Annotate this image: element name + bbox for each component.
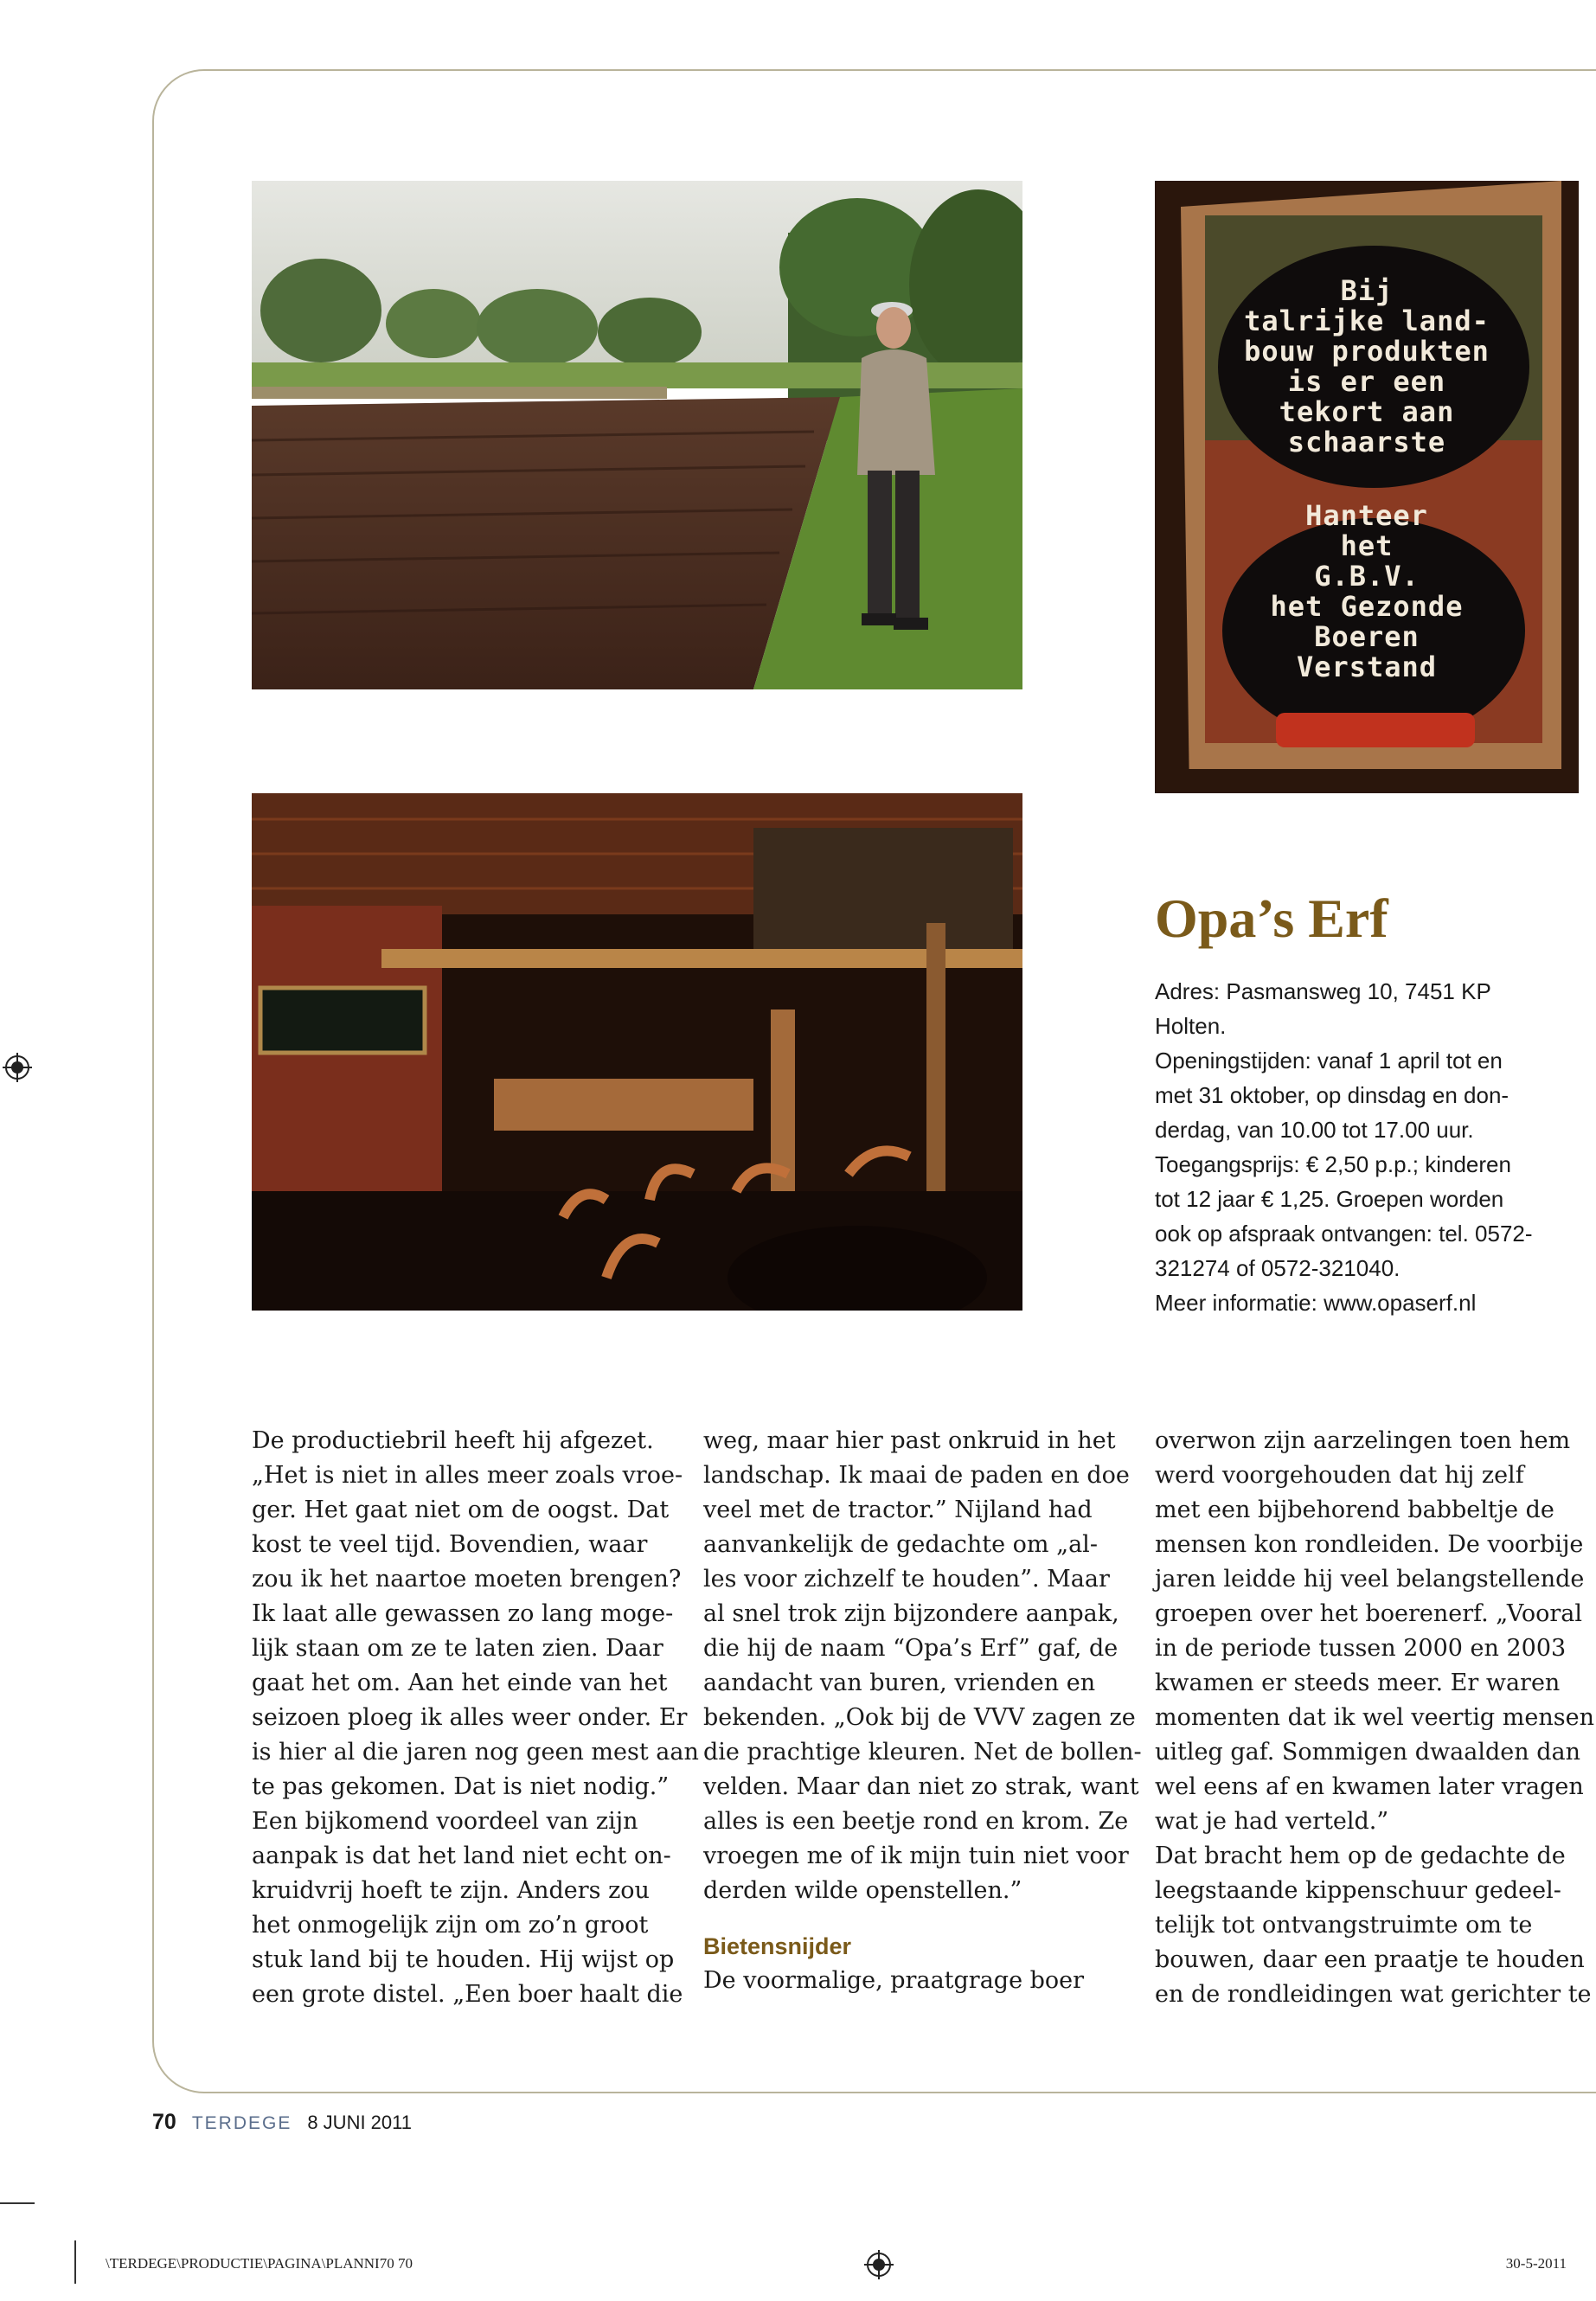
info-line: derdag, van 10.00 tot 17.00 uur. [1155, 1117, 1474, 1143]
text-line: vroegen me of ik mijn tuin niet voor [703, 1843, 1129, 1869]
text-line: werd voorgehouden dat hij zelf [1155, 1462, 1524, 1489]
sign-line: Boeren [1314, 620, 1420, 653]
text-line: wat je had verteld.” [1155, 1808, 1389, 1835]
text-line: bouwen, daar een praatje te houden [1155, 1946, 1585, 1973]
text-line: wel eens af en kwamen later vragen [1155, 1773, 1584, 1800]
text-line: aanvankelijk de gedachte om „al- [703, 1531, 1098, 1558]
sign-text [1155, 276, 1579, 458]
sign-line: talrijke land- [1244, 304, 1490, 337]
sidebar-info [1155, 974, 1579, 1320]
slug-date: 30-5-2011 [1505, 2255, 1567, 2272]
registration-mark-icon [864, 2250, 894, 2279]
sign-photo [1155, 181, 1579, 793]
registration-mark-icon [3, 1053, 32, 1082]
issue-date: 8 JUNI 2011 [307, 2112, 412, 2133]
text-line: Een bijkomend voordeel van zijn [252, 1808, 638, 1835]
text-line: momenten dat ik wel veertig mensen [1155, 1704, 1594, 1731]
sign-line: Verstand [1296, 651, 1438, 683]
text-line: aanpak is dat het land niet echt on- [252, 1843, 671, 1869]
magazine-name: TERDEGE [191, 2113, 292, 2133]
text-line: telijk tot ontvangstruimte om te [1155, 1912, 1533, 1939]
info-line: Meer informatie: www.opaserf.nl [1155, 1290, 1477, 1316]
text-line: Ik laat alle gewassen zo lang moge- [252, 1600, 674, 1627]
text-line: uitleg gaf. Sommigen dwaalden dan [1155, 1739, 1580, 1766]
text-line: leegstaande kippenschuur gedeel- [1155, 1877, 1561, 1904]
text-line: derden wilde openstellen.” [703, 1877, 1022, 1904]
interior-photo [252, 793, 1022, 1311]
text-line: in de periode tussen 2000 en 2003 [1155, 1635, 1567, 1662]
text-line: landschap. Ik maai de paden en doe [703, 1462, 1130, 1489]
text-line: lijk staan om ze te laten zien. Daar [252, 1635, 663, 1662]
text-line: is hier al die jaren nog geen mest aan [252, 1739, 699, 1766]
text-line: seizoen ploeg ik alles weer onder. Er [252, 1704, 688, 1731]
page-number: 70 [152, 2110, 176, 2134]
text-line: het onmogelijk zijn om zo’n groot [252, 1912, 649, 1939]
info-line: Openingstijden: vanaf 1 april tot en [1155, 1048, 1503, 1074]
sign-line: tekort aan [1279, 395, 1455, 428]
trim-mark [74, 2240, 76, 2284]
text-line: die hij de naam “Opa’s Erf” gaf, de [703, 1635, 1118, 1662]
sign-line: het Gezonde [1270, 590, 1464, 623]
text-line: De productiebril heeft hij afgezet. [252, 1427, 654, 1454]
text-line: die prachtige kleuren. Net de bollen- [703, 1739, 1142, 1766]
text-line: bekenden. „Ook bij de VVV zagen ze [703, 1704, 1136, 1731]
garden-photo [252, 181, 1022, 689]
text-line: alles is een beetje rond en krom. Ze [703, 1808, 1129, 1835]
info-line: Holten. [1155, 1013, 1227, 1039]
text-line: mensen kon rondleiden. De voorbije [1155, 1531, 1584, 1558]
article-column-2 [703, 1424, 1142, 1998]
page-footer [152, 2109, 412, 2137]
text-line: een grote distel. „Een boer haalt die [252, 1981, 683, 2008]
sign-line: bouw produkten [1244, 335, 1490, 368]
sign-line: is er een [1287, 365, 1446, 398]
info-line: tot 12 jaar € 1,25. Groepen worden [1155, 1186, 1504, 1212]
text-line: kruidvrij hoeft te zijn. Anders zou [252, 1877, 650, 1904]
subheading: Bietensnijder [703, 1933, 852, 1959]
text-line: les voor zichzelf te houden”. Maar [703, 1566, 1110, 1593]
text-line: ger. Het gaat niet om de oogst. Dat [252, 1497, 670, 1523]
info-line: 321274 of 0572-321040. [1155, 1255, 1401, 1281]
text-line: weg, maar hier past onkruid in het [703, 1427, 1116, 1454]
text-line: zou ik het naartoe moeten brengen? [252, 1566, 682, 1593]
info-line: met 31 oktober, op dinsdag en don- [1155, 1082, 1509, 1108]
sign-line: het [1340, 529, 1394, 562]
article-column-3 [1155, 1424, 1594, 2012]
info-line: ook op afspraak ontvangen: tel. 0572- [1155, 1221, 1533, 1247]
text-line: gaat het om. Aan het einde van het [252, 1670, 668, 1696]
article-column-1 [252, 1424, 699, 2012]
text-line: stuk land bij te houden. Hij wijst op [252, 1946, 675, 1973]
sign-line: schaarste [1287, 426, 1446, 458]
text-line: groepen over het boerenerf. „Vooral [1155, 1600, 1582, 1627]
text-line: al snel trok zijn bijzondere aanpak, [703, 1600, 1119, 1627]
text-line: Dat bracht hem op de gedachte de [1155, 1843, 1566, 1869]
sign-line: Hanteer [1305, 499, 1428, 532]
trim-mark [0, 2202, 35, 2204]
text-line: velden. Maar dan niet zo strak, want [703, 1773, 1139, 1800]
text-line: De voormalige, praatgrage boer [703, 1967, 1085, 1994]
info-line: Adres: Pasmansweg 10, 7451 KP [1155, 978, 1491, 1004]
text-line: te pas gekomen. Dat is niet nodig.” [252, 1773, 670, 1800]
text-line: veel met de tractor.” Nijland had [703, 1497, 1093, 1523]
sign-line: G.B.V. [1314, 560, 1420, 593]
sign-text-lower [1155, 501, 1579, 683]
text-line: met een bijbehorend babbeltje de [1155, 1497, 1554, 1523]
sidebar-title: Opa’s Erf [1155, 888, 1388, 949]
text-line: jaren leidde hij veel belangstellende [1155, 1566, 1585, 1593]
text-line: kost te veel tijd. Bovendien, waar [252, 1531, 648, 1558]
text-line: overwon zijn aarzelingen toen hem [1155, 1427, 1571, 1454]
slug-path: \TERDEGE\PRODUCTIE\PAGINA\PLANNI70 70 [106, 2255, 413, 2272]
text-line: aandacht van buren, vrienden en [703, 1670, 1096, 1696]
info-line: Toegangsprijs: € 2,50 p.p.; kinderen [1155, 1151, 1511, 1177]
sign-line: Bij [1340, 274, 1394, 307]
text-line: „Het is niet in alles meer zoals vroe- [252, 1462, 683, 1489]
text-line: en de rondleidingen wat gerichter te [1155, 1981, 1592, 2008]
text-line: kwamen er steeds meer. Er waren [1155, 1670, 1561, 1696]
